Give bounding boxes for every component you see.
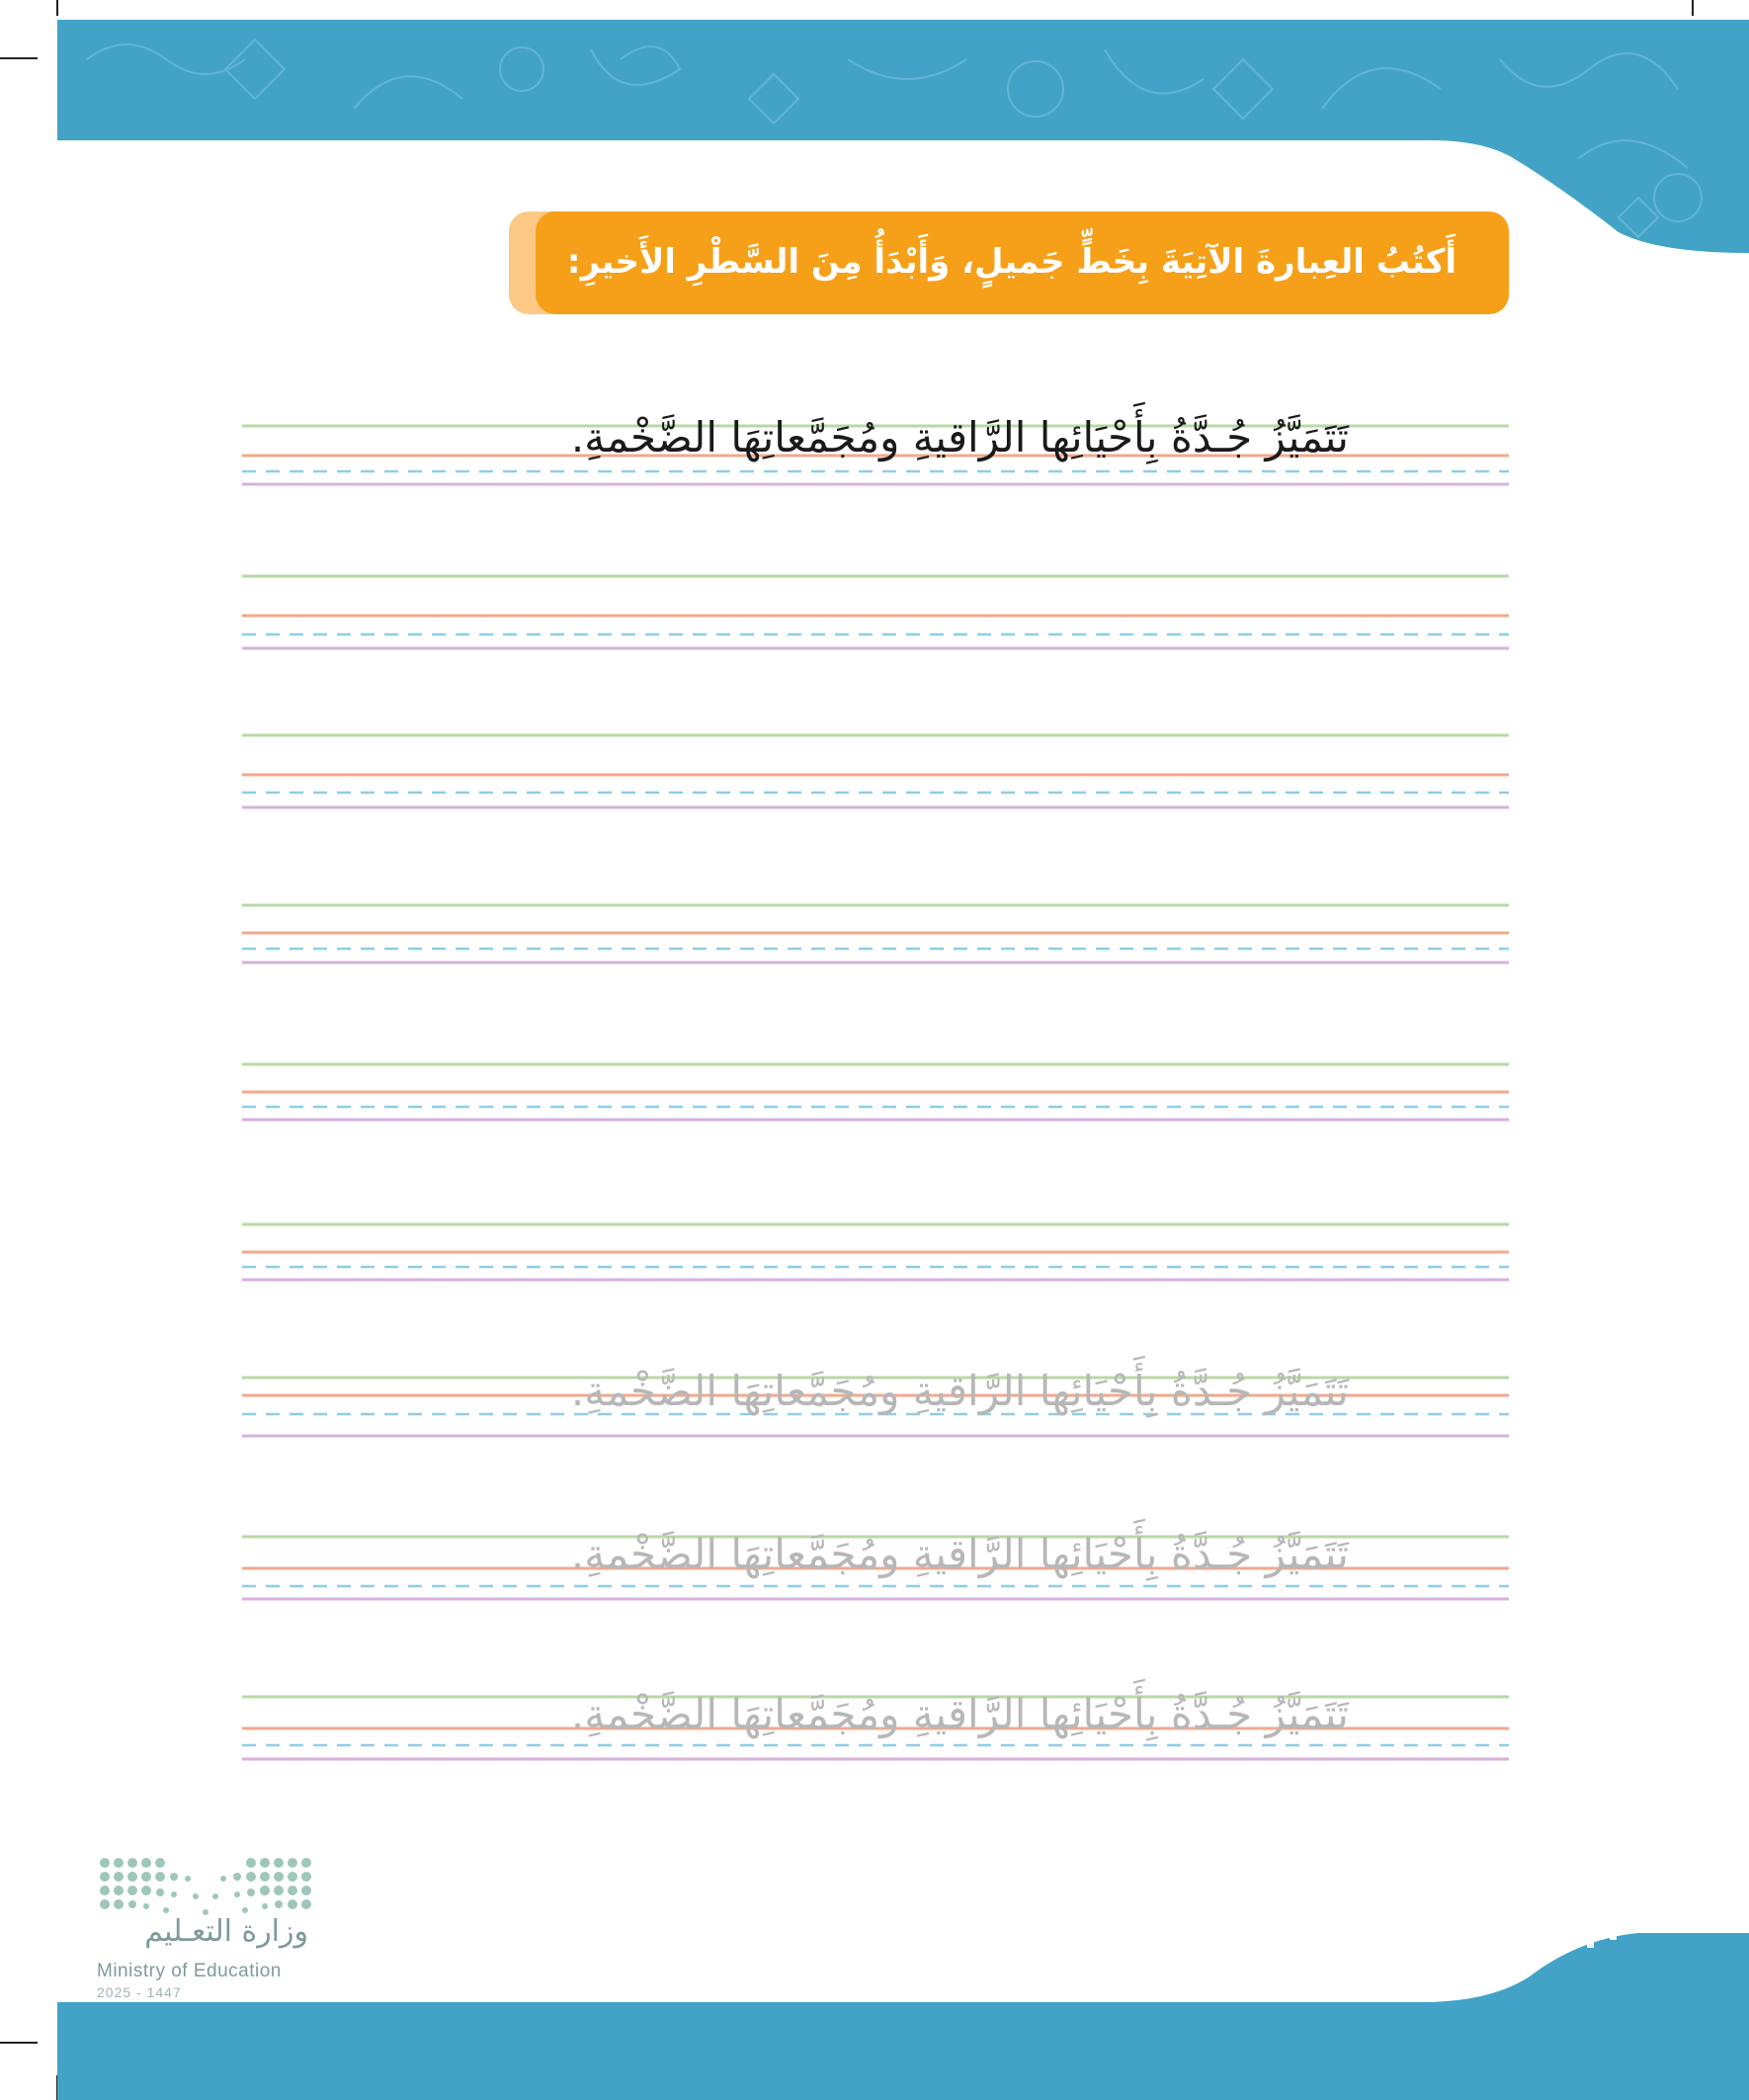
crop-mark xyxy=(0,2042,38,2044)
logo-year-text: 2025 - 1447 xyxy=(97,1984,182,2000)
writing-line-empty xyxy=(242,1221,1509,1301)
trace-sentence: تَتَمَيَّزُ جُـدَّةُ بِأَحْيَائِها الرَّاقيةِ ومُجَمَّعاتِهَا الضَّخْمةِ. xyxy=(570,1367,1349,1415)
writing-line-empty xyxy=(242,902,1509,981)
trace-sentence: تَتَمَيَّزُ جُـدَّةُ بِأَحْيَائِها الرَّاقيةِ ومُجَمَّعاتِهَا الضَّخْمةِ. xyxy=(570,1530,1349,1578)
writing-line-empty xyxy=(242,1061,1509,1140)
logo-arabic-text: وزارة التعـليم xyxy=(144,1914,308,1949)
writing-line-empty xyxy=(242,573,1509,652)
crop-mark xyxy=(1692,0,1694,16)
instruction-text: أَكتُبُ العِبارةَ الآتِيَةَ بِخَطٍّ جَميلٍ، وَأَبْدَأُ مِنَ السَّطْرِ الأَخيرِ: xyxy=(566,242,1457,282)
page-number: ١١٠ xyxy=(1552,1912,1625,1958)
trace-sentence: تَتَمَيَّزُ جُـدَّةُ بِأَحْيَائِها الرَّاقيةِ ومُجَمَّعاتِهَا الضَّخْمةِ. xyxy=(570,1690,1349,1738)
crop-mark xyxy=(56,0,58,16)
writing-line-empty xyxy=(242,732,1509,811)
crop-mark xyxy=(0,57,38,59)
model-sentence: تَتَمَيَّزُ جُـدَّةُ بِأَحْيَائِها الرَّاقيةِ ومُجَمَّعاتِهَا الضَّخْمةِ. xyxy=(570,413,1349,462)
logo-english-text: Ministry of Education xyxy=(97,1961,282,1981)
